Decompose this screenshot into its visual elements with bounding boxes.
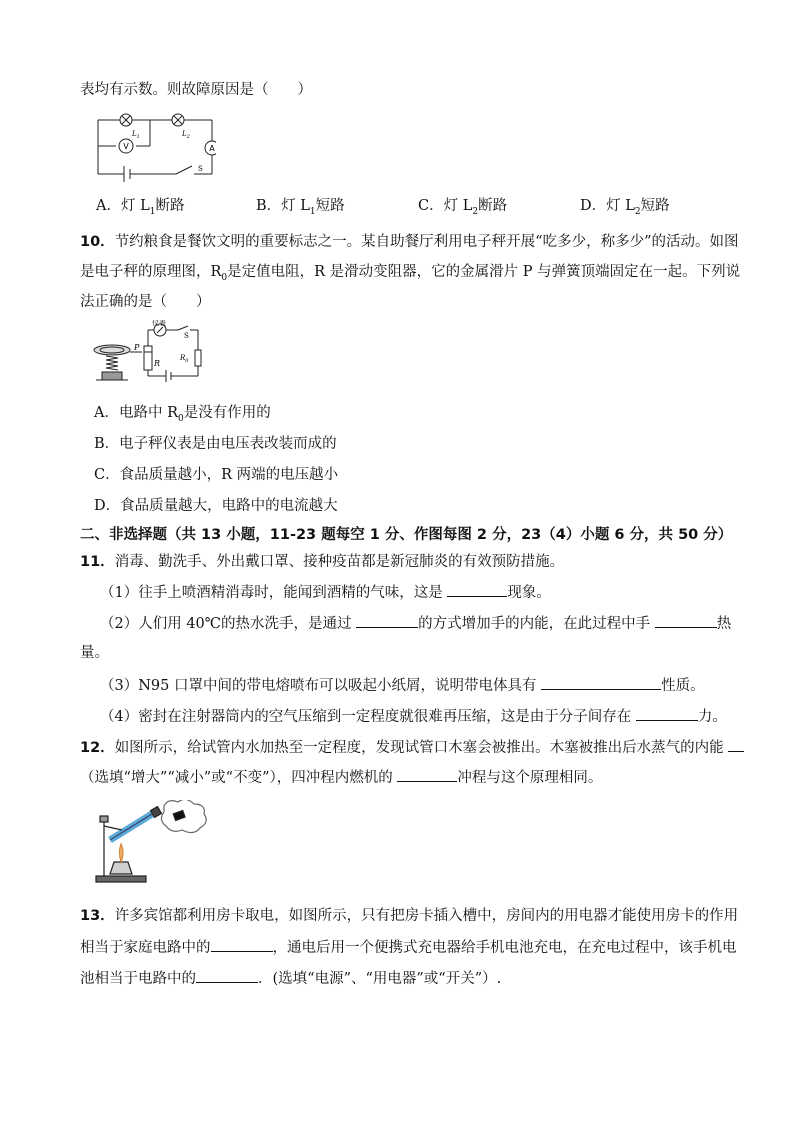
- q11-part2: （2）人们用 40℃的热水洗手，是通过 的方式增加手的内能，在此过程中手 热: [100, 613, 731, 634]
- q9-voltmeter-label: V: [123, 142, 129, 151]
- q11-part4-blank[interactable]: [636, 706, 698, 721]
- q9-circuit-diagram: [94, 108, 216, 186]
- q11-part4: （4）密封在注射器筒内的空气压缩到一定程度就很难再压缩，这是由于分子间存在 力。: [100, 706, 727, 727]
- q12-line2: （选填“增大”“减小”或“不变”），四冲程内燃机的 冲程与这个原理相同。: [80, 767, 602, 788]
- q10-option-c[interactable]: C．食品质量越小，R 两端的电压越小: [94, 467, 339, 483]
- q9-option-c[interactable]: C．灯 $L_2$断路: [418, 198, 508, 217]
- q11-stem: 11．消毒、勤洗手、外出戴口罩、接种疫苗都是新冠肺炎的有效预防措施。: [80, 554, 565, 570]
- q9-l2-label: $L_2$: [182, 130, 190, 140]
- q9-ammeter-label: A: [209, 144, 215, 153]
- q13-line3: 池相当于电路中的 ．(选填“电源”、“用电器”或“开关”）.: [80, 968, 501, 989]
- q13-line1: 13．许多宾馆都利用房卡取电，如图所示，只有把房卡插入槽中，房间内的用电器才能使用房卡的作用: [80, 908, 739, 924]
- q13-blank2[interactable]: [196, 968, 258, 983]
- q10-r0-label: $R_0$: [180, 354, 189, 364]
- q11-part3-blank[interactable]: [541, 675, 661, 690]
- q10-option-a[interactable]: A．电路中 $R_0$是没有作用的: [94, 405, 271, 424]
- q9-option-b[interactable]: B．灯 $L_1$短路: [256, 198, 345, 217]
- q9-l1-label: $L_1$: [132, 130, 140, 140]
- q9-option-d[interactable]: D．灯 $L_2$短路: [580, 198, 670, 217]
- q12-blank2[interactable]: [397, 767, 457, 782]
- q9-tail: 表均有示数。则故障原因是（ ）: [80, 82, 312, 98]
- q10-option-d[interactable]: D．食品质量越大，电路中的电流越大: [94, 498, 338, 514]
- q10-line1: 10．节约粮食是餐饮文明的重要标志之一。某自助餐厅利用电子秤开展“吃多少，称多少”的活动。如图: [80, 234, 739, 250]
- q13-blank1[interactable]: [211, 937, 273, 952]
- q10-slider-label: P: [134, 343, 140, 352]
- q10-switch-label: S: [184, 332, 189, 340]
- q9-switch-label: S: [198, 165, 203, 173]
- q10-scale-diagram: [92, 320, 212, 386]
- q13-line2: 相当于家庭电路中的 ，通电后用一个便携式充电器给手机电池充电，在充电过程中，该手机电: [80, 937, 737, 958]
- q9-option-a[interactable]: A．灯 $L_1$断路: [96, 198, 185, 217]
- section-2-heading: 二、非选择题（共 13 小题，11-23 题每空 1 分、作图每图 2 分，23（4）小题 6 分，共 50 分）: [80, 527, 733, 543]
- q10-rheostat-label: R: [154, 359, 161, 368]
- q11-part2-blank1[interactable]: [356, 613, 418, 628]
- q10-meter-label: 仪表: [152, 320, 166, 327]
- q10-line2: 是电子秤的原理图，$R_0$是定值电阻，R 是滑动变阻器，它的金属滑片 P 与弹簧顶端固定在一起。下列说: [80, 264, 741, 283]
- q12-blank1[interactable]: [728, 737, 744, 752]
- q11-part2-cont: 量。: [80, 645, 109, 661]
- q12-line1: 12．如图所示，给试管内水加热至一定程度，发现试管口木塞会被推出。木塞被推出后水蒸气的内能: [80, 737, 744, 758]
- q12-test-tube-illustration: [92, 800, 214, 886]
- q11-part2-blank2[interactable]: [655, 613, 717, 628]
- q11-part1: （1）往手上喷酒精消毒时，能闻到酒精的气味，这是 现象。: [100, 582, 551, 603]
- q11-part1-blank[interactable]: [447, 582, 507, 597]
- q10-option-b[interactable]: B．电子秤仪表是由电压表改装而成的: [94, 436, 337, 452]
- q10-line3: 法正确的是（ ）: [80, 294, 211, 310]
- q11-part3: （3）N95 口罩中间的带电熔喷布可以吸起小纸屑，说明带电体具有 性质。: [100, 675, 705, 696]
